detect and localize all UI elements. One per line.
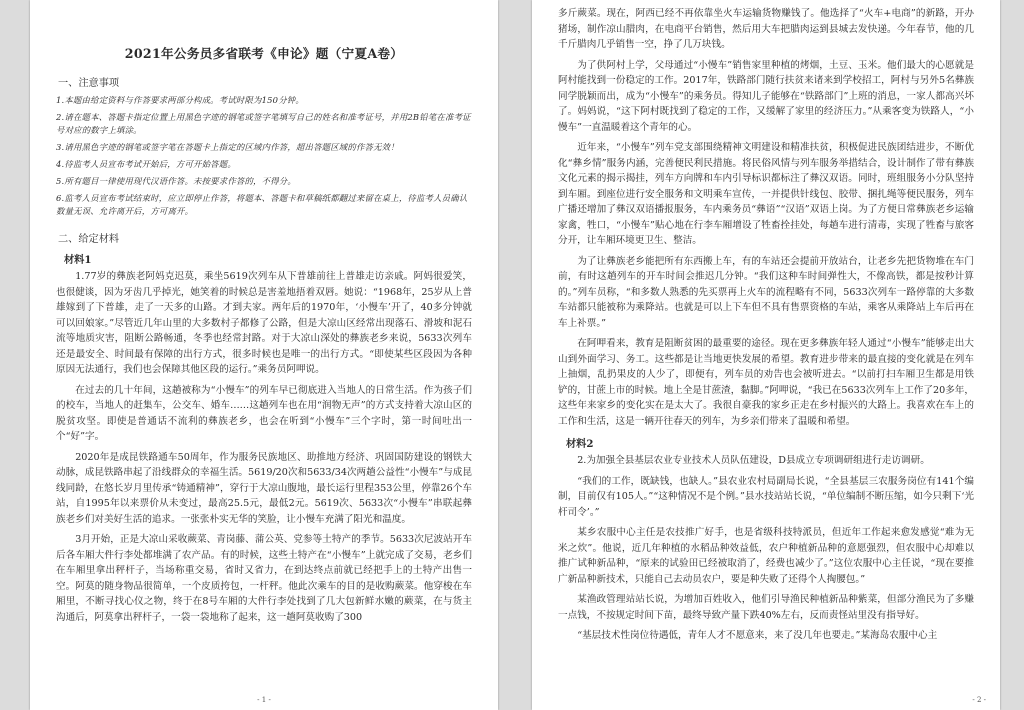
notice-item: 1.本题由给定资料与作答要求两部分构成。考试时限为150分钟。: [56, 95, 304, 105]
material-label: 材料2: [566, 438, 594, 450]
paragraph: 近年来，“小慢车”列车党支部围绕精神文明建设和精准扶贫，积极促进民族团结进步，不断优化“彝乡情”服务内涵，完善便民利民措施。将民俗风情与列车服务举措结合，设计制作了带有彝族文化元素的揭示揭挂，列车方向牌和车内引导标识都标注了彝汉双语。同时，班组服务小分队坚持到车厢。到座位进行安全服务和文明乘车宣传，一并提供针线包、胶带、捆扎绳等便民服务，列车广播还增加了彝汉双语播报服务，车内乘务员“彝语”“汉语”双语上岗。为了方便日常彝族老乡运输家禽，牲口，“小慢车”贴心地在行李车厢增设了牲畜拴挂处，每趟车进行清毒，实现了牲畜与旅客分开，让车厢环境更卫生、整洁。: [558, 142, 974, 246]
paragraph: “我们的工作，既缺钱，也缺人。”县农业农村局副局长说，“全县基层三农服务岗位有141个编制，目前仅有105人。”“这种情况不是个例。”县水技站站长说，“单位编制不断压缩，如今只剩下‘光杆司令’。”: [558, 475, 974, 518]
notice-item: 5.所有题目一律使用现代汉语作答。未按要求作答的，不得分。: [56, 176, 296, 186]
notice-item: 4.待监考人员宣布考试开始后，方可开始答题。: [56, 159, 236, 169]
page-number: - 2 -: [972, 696, 986, 704]
paragraph: 2.为加强全县基层农业专业技术人员队伍建设，D县成立专项调研组进行走访调研。: [577, 455, 930, 466]
section-heading-materials: 二、给定材料: [58, 234, 120, 245]
material-label: 材料1: [64, 254, 92, 266]
paragraph: 为了供阿村上学，父母通过“小慢车”销售家里种植的烤烟，土豆、玉米。他们最大的心愿就是阿村能找到一份稳定的工作。2017年，铁路部门随行扶贫来诸来到学校招工，阿村与另外5名彝族同学脱颖而出，成为“小慢车”的乘务员。得知儿子能够在“铁路部门”上班的消息，一家人都高兴坏了。妈妈说，“这下阿村既找到了稳定的工作，又缓解了家里的经济压力。”从乘客变为铁路人，“小慢车”一直温暖着这个青年的心。: [558, 59, 974, 133]
paragraph: 在过去的几十年间，这趟被称为“小慢车”的列车早已彻底进入当地人的日常生活。作为孩子们的校车，当地人的赶集车，公交车、婚车……这趟列车也在用“润物无声”的方式支持着大凉山区的脱贫攻坚。即使是普通话不流利的彝族老乡，也会在听到“小慢车”三个字时，第一时间吐出一个“好”字。: [56, 384, 472, 442]
paragraph: 某渔政管理站站长说，为增加百姓收入，他们引导渔民种植新品种紫菜，但部分渔民为了多赚一点钱，不按规定时间下苗，最终导致产量下跌40%左右，反而责怪站里没有指导好。: [558, 594, 974, 621]
document-page-2: [532, 0, 1000, 710]
paragraph: 3月开始，正是大凉山采收蕨菜、青岗藤、蒲公英、党参等土特产的季节。5633次尼波站开车后各车厢大件行李处都堆满了农产品。有的时候，这些土特产在“小慢车”上就完成了交易，老乡们在车厢里拿出秤杆子，当场称重交易，省时又省力，在到达终点前就已经把手上的土特产出售一空。阿莫的随身物品很简单，一个皮质挎包，一杆秤。他此次乘车的目的是收购蕨菜。他穿梭在车厢里，不断寻找心仪之物，终于在8号车厢的大件行李处找到了几大包新鲜水嫩的蕨菜，在与货主沟通后，阿莫拿出秤杆子，一袋一袋地称了起来，这一趟阿莫收购了300: [56, 534, 472, 623]
section-heading-notice: 一、注意事项: [58, 78, 120, 89]
notice-item: 3.请用黑色字迹的钢笔或签字笔在答题卡上指定的区域内作答，超出答题区域的作答无效！: [56, 142, 399, 152]
page-number: - 1 -: [257, 696, 271, 704]
notice-item: 2.请在题本、答题卡指定位置上用黑色字迹的钢笔或签字笔填写自己的姓名和准考证号，并用2B铅笔在准考证号对应的数字上填涂。: [56, 112, 471, 135]
paragraph: 某乡农服中心主任是农技推广好手，也是省级科技特派员，但近年工作起来愈发感觉“难为无米之炊”。他说，近几年种植的水稻品种效益低，农户种植新品种的意愿强烈，但农服中心却难以推广试种新品种，“原来的试验田已经被取消了，经费也减少了。”这位农服中心主任说，“现在要推广新品种新技术，只能自己去动员农户，要是种失败了还得个人掏腰包。”: [558, 527, 974, 585]
document-title: 2021年公务员多省联考《申论》题（宁夏A卷）: [124, 46, 404, 61]
paragraph: 为了让彝族老乡能把所有东西搬上车，有的车站还会提前开放站台，让老乡先把货物堆在车门前，有时这趟列车的开车时间会推迟几分钟。“我们这种车时间弹性大，不像高铁，都是按秒计算的。”列车员称，“和多数人熟悉的先买票再上火车的流程略有不同，5633次列车一路停靠的大多数车站都只能被称为乘降站。也就是可以上下车但不具有售票资格的车站，乘客从乘降站上车后再在车上补票。”: [558, 255, 974, 329]
paragraph: 多斤蕨菜。现在，阿西已经不再依靠坐火车运输货物赚钱了。他选择了“火车+电商”的新路，开办猪场，制作凉山腊肉，在电商平台销售，然后用大车把腊肉运到县城去发快递。今年春节，他的几千斤腊肉几乎销售一空，挣了几万块钱。: [558, 8, 974, 50]
document-page-1: [30, 0, 498, 710]
paragraph: 2020年是成昆铁路通车50周年，作为服务民族地区、助推地方经济、巩固国防建设的钢铁大动脉，成昆铁路串起了沿线群众的幸福生活。5619/20次和5633/34次两趟公益性“小慢车”与成昆线同龄，在悠长岁月里传承“铸通精神”，穿行于大凉山腹地，最长运行里程353公里，停靠26个车站，自1995年以来票价从未变过，最高25.5元，最低2元。5619次、5633次“小慢车”串联起彝族老乡们对美好生活的追求。一张张朴实无华的笑脸，让小慢车充满了阳光和温度。: [56, 451, 472, 525]
paragraph: 在阿呷看来，教育是阻断贫困的最重要的途径。现在更多彝族年轻人通过“小慢车”能够走出大山到外面学习、务工。这些都是让当地更快发展的希望。教育进步带来的最直接的变化就是在列车上抽烟，乱扔果皮的人少了，即便有，列车员的劝告也会被听进去。“以前打扫车厢卫生都是用铁铲的，甘蔗上市的时候。地上全是甘蔗渣，黏脚。”阿呷说，“我已在5633次列车上工作了20多年，这些年来家乡的变化实在是太大了。我很自豪我的家乡正走在乡村振兴的大路上。我喜欢在车上的工作和生活，这是一辆开往春天的列车，为乡亲们带来了温暖和希望。: [558, 338, 974, 427]
paragraph: “基层技术性岗位待遇低，青年人才不愿意来，来了没几年也要走。”某海岛农服中心主: [577, 630, 938, 641]
paragraph: 1.77岁的彝族老阿妈克迟莫，乘坐5619次列车从下普雄前往上普雄走访亲戚。阿妈很爱笑，也很健谈，因为牙齿几乎掉光，她笑着的时候总是害羞地捂着双唇。她说：“1968年，25岁从上普雄嫁到了下普雄，走了一天多的山路。才到夫家。两年后的1970年，‘小慢车’开了，40多分钟就可以回娘家。”尽管近几年山里的大多数村子都修了公路，但是大凉山区经常出现落石、滑坡和泥石流等地质灾害，阻断公路畅通，冬季也经常封路。对于大凉山深处的彝族老乡来说，5633次列车还是最安全、时间最有保障的出行方式，很多时候也是唯一的出行方式。“即使某些区段因为各种原因无法通行，我们也会保障其他区段的运行。”乘务员阿呷说。: [56, 271, 472, 375]
notice-item: 6.监考人员宣布考试结束时，应立即停止作答，将题本、答题卡和草稿纸都翻过来留在桌上，待监考人员确认数量无误、允许离开后，方可离开。: [56, 193, 468, 216]
